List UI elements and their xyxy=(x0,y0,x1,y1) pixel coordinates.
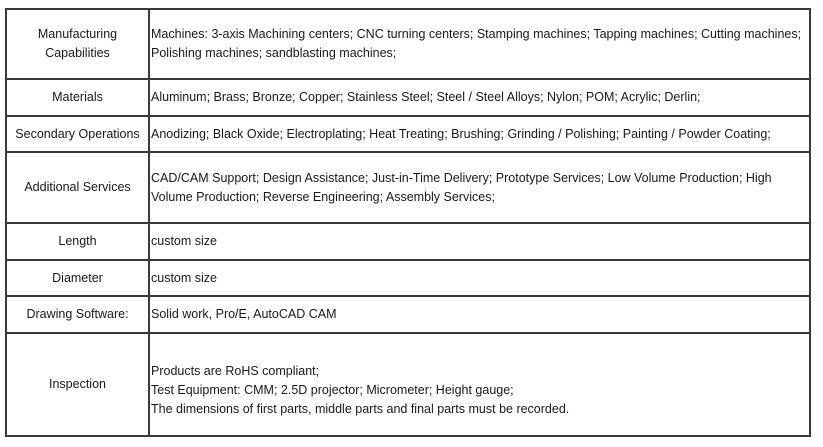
row-label: Length xyxy=(6,223,149,260)
table-row xyxy=(6,9,810,79)
row-value: Anodizing; Black Oxide; Electroplating; Heat Treating; Brushing; Grinding / Polishing; Painting / Powder Coating; xyxy=(149,116,810,152)
table-row xyxy=(6,223,810,260)
table-row xyxy=(6,296,810,333)
row-value: Machines: 3-axis Machining centers; CNC turning centers; Stamping machines; Tapping machines; Cutting machines; Polishing machines; sandblasting machines; xyxy=(149,9,810,79)
row-label: Secondary Operations xyxy=(6,116,149,152)
inspection-line: The dimensions of first parts, middle parts and final parts must be recorded. xyxy=(151,402,570,416)
inspection-line: Products are RoHS compliant; xyxy=(151,364,320,378)
row-value: custom size xyxy=(149,260,810,296)
row-label: Drawing Software: xyxy=(6,296,149,333)
table-row xyxy=(6,79,810,116)
row-value: CAD/CAM Support; Design Assistance; Just-in-Time Delivery; Prototype Services; Low Volume Production; High Volume Production; Reverse Engineering; Assembly Services; xyxy=(149,152,810,223)
row-label: Additional Services xyxy=(6,152,149,223)
row-value: Solid work, Pro/E, AutoCAD CAM xyxy=(149,296,810,333)
table-row xyxy=(6,116,810,152)
row-value xyxy=(149,333,810,436)
row-label: Inspection xyxy=(6,333,149,436)
table-row xyxy=(6,333,810,436)
row-value: Aluminum; Brass; Bronze; Copper; Stainless Steel; Steel / Steel Alloys; Nylon; POM; Acrylic; Derlin; xyxy=(149,79,810,116)
row-label: Diameter xyxy=(6,260,149,296)
table-row xyxy=(6,260,810,296)
row-value: custom size xyxy=(149,223,810,260)
inspection-line: Test Equipment: CMM; 2.5D projector; Micrometer; Height gauge; xyxy=(151,383,514,397)
table-row xyxy=(6,152,810,223)
row-label: Manufacturing Capabilities xyxy=(6,9,149,79)
row-label: Materials xyxy=(6,79,149,116)
spec-table xyxy=(5,8,811,437)
